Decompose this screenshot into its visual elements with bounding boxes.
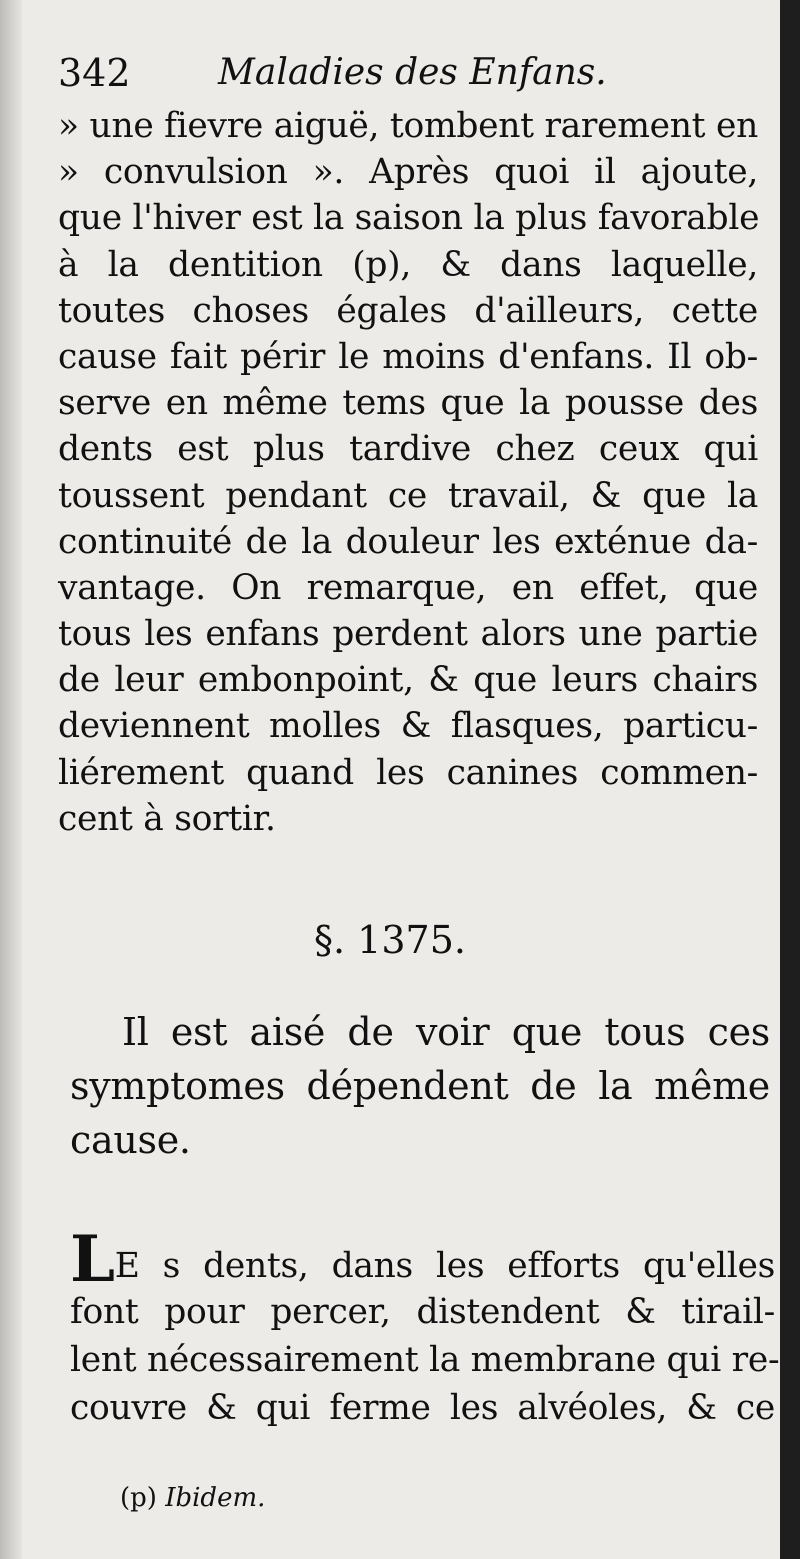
text-line: Il est aisé de voir que tous ces xyxy=(122,1010,770,1054)
text-line: de leur embonpoint, & que leurs chairs xyxy=(58,660,758,701)
text-line: font pour percer, distendent & tirail- xyxy=(70,1292,775,1332)
text-line: symptomes dépendent de la même xyxy=(70,1064,770,1108)
commentary-paragraph xyxy=(70,1222,780,1432)
text-line: liérement quand les canines commen- xyxy=(58,752,758,793)
drop-cap: L xyxy=(70,1222,115,1297)
text-line-first xyxy=(70,1222,775,1297)
page-header xyxy=(58,48,758,98)
text-line: serve en même tems que la pousse des xyxy=(58,383,758,424)
scan-dark-edge xyxy=(780,0,800,1559)
section-heading: §. 1375. xyxy=(314,918,466,962)
text-line: » convulsion ». Après quoi il ajoute, xyxy=(58,152,758,193)
text-line: que l'hiver est la saison la plus favorable xyxy=(58,198,760,239)
text-line: deviennent molles & flasques, particu- xyxy=(58,706,758,747)
footnote-text: Ibidem. xyxy=(165,1483,266,1513)
text-line: toussent pendant ce travail, & que la xyxy=(58,475,758,516)
first-line-text: E s dents, dans les efforts qu'elles xyxy=(114,1246,775,1286)
footnote-marker: (p) xyxy=(120,1483,157,1513)
section-summary-paragraph xyxy=(70,1005,770,1167)
text-line: cause fait périr le moins d'enfans. Il ob- xyxy=(58,336,758,377)
page-number: 342 xyxy=(58,51,131,95)
text-line: toutes choses égales d'ailleurs, cette xyxy=(58,290,758,331)
page-gutter-shadow xyxy=(0,0,22,1559)
footnote xyxy=(120,1478,265,1518)
text-line: couvre & qui ferme les alvéoles, & ce xyxy=(70,1388,775,1428)
text-line: tous les enfans perdent alors une partie xyxy=(58,614,758,655)
text-line: cause. xyxy=(70,1118,191,1162)
text-line: cent à sortir. xyxy=(58,798,276,839)
text-line: » une fievre aiguë, tombent rarement en xyxy=(58,106,758,146)
text-line: vantage. On remarque, en effet, que xyxy=(58,567,758,608)
text-line: à la dentition (p), & dans laquelle, xyxy=(58,244,758,285)
continued-paragraph xyxy=(58,103,758,842)
text-line: dents est plus tardive chez ceux qui xyxy=(58,429,758,470)
text-line: continuité de la douleur les exténue da- xyxy=(58,521,758,562)
text-line: lent nécessairement la membrane qui re- xyxy=(70,1340,780,1380)
running-title: Maladies des Enfans. xyxy=(218,52,607,93)
